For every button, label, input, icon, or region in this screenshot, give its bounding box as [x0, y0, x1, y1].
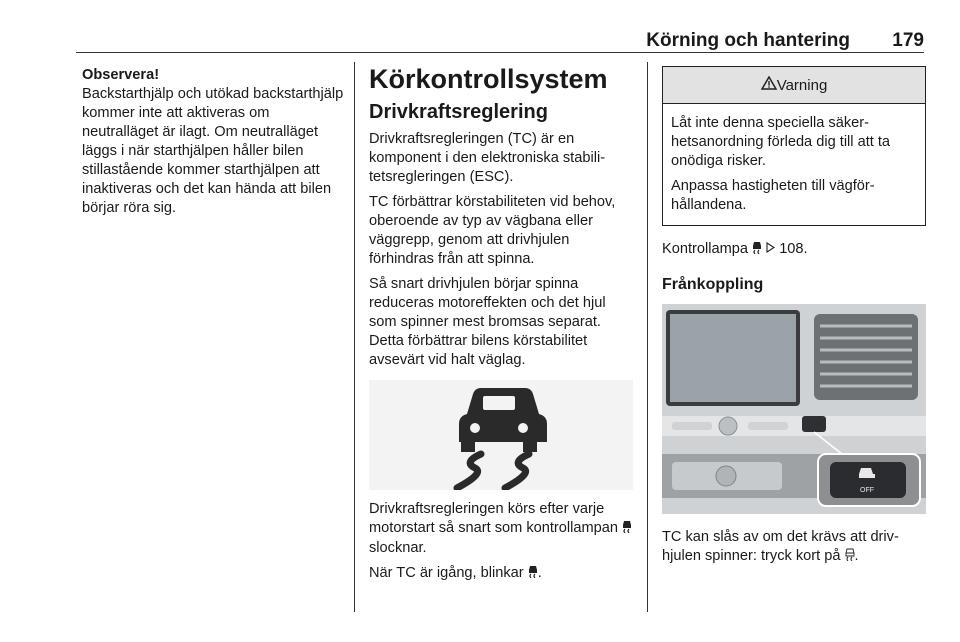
- column-middle: [369, 64, 635, 590]
- tc-lamp-icon: [528, 565, 538, 584]
- control-lamp-page-ref: 108.: [779, 241, 808, 257]
- page-number: 179: [892, 30, 924, 51]
- paragraph-2: TC förbättrar körstabiliteten vid behov, oberoende av typ av vägbana eller väggrepp, genom att drivhjulen förhindras från att spinna.: [369, 194, 616, 267]
- column-divider-2: [647, 62, 648, 612]
- control-lamp-reference: [662, 240, 926, 260]
- subsection-heading-disable: Frånkoppling: [662, 276, 764, 293]
- section-heading: Körkontrollsystem: [369, 64, 608, 94]
- warning-title: Varning: [776, 76, 828, 94]
- disable-paragraph: [662, 528, 926, 567]
- page-header-title: Körning och hantering: [646, 30, 850, 51]
- paragraph-4: [369, 500, 635, 558]
- warning-header: [663, 67, 925, 104]
- column-divider-1: [354, 62, 355, 612]
- warning-triangle-icon: [761, 76, 777, 95]
- paragraph-5-text: När TC är igång, blinkar: [369, 565, 524, 581]
- column-left: [82, 66, 347, 224]
- note-title: Observera!: [82, 67, 160, 83]
- paragraph-4-end: slocknar.: [369, 540, 427, 556]
- column-right: [662, 66, 926, 573]
- page-reference-arrow-icon: [766, 241, 779, 257]
- traction-control-illustration: [369, 380, 633, 490]
- dashboard-photo: [662, 304, 926, 514]
- control-lamp-label: Kontrollampa: [662, 241, 748, 257]
- tc-lamp-icon: [752, 241, 762, 260]
- paragraph-5: [369, 564, 635, 584]
- note-text: Backstarthjälp och utökad backstarthjälp kommer inte att aktiveras om neutralläget är ilagt. Om neutralläget läggs i när starthjälpen håller bilen stillastående kommer starthjälpen att inaktiveras och det kan hända att bilen börjar röra sig.: [82, 86, 344, 216]
- warning-paragraph-1: Låt inte denna speciella säkerhetsanordning förleda dig till att ta onödiga risker.: [671, 115, 891, 169]
- photo-off-label: OFF: [860, 487, 874, 494]
- header-rule: [76, 52, 924, 53]
- warning-paragraph-2: Anpassa hastigheten till vägförhållandena.: [671, 178, 875, 213]
- subsection-heading: Drivkraftsreglering: [369, 101, 548, 123]
- paragraph-4-text: Drivkraftsregleringen körs efter varje motorstart så snart som kontrollampan: [369, 501, 618, 536]
- disable-paragraph-text: TC kan slås av om det krävs att drivhjulen spinner: tryck kort på: [662, 529, 899, 564]
- paragraph-5-end: .: [537, 565, 542, 581]
- disable-paragraph-end: .: [854, 548, 859, 564]
- warning-box: [662, 66, 926, 226]
- tc-lamp-icon: [622, 520, 632, 539]
- paragraph-1: Drivkraftsregleringen (TC) är en komponent i den elektroniska stabilitetsregleringen (ESC).: [369, 131, 606, 185]
- paragraph-3: Så snart drivhjulen börjar spinna reduceras motoreffekten och det hjul som spinner mest bromsas separat. Detta förbättrar bilens körstabilitet avsevärt vid halt väglag.: [369, 276, 606, 368]
- tc-off-button-icon: [845, 548, 855, 567]
- traction-control-icon: [369, 380, 633, 490]
